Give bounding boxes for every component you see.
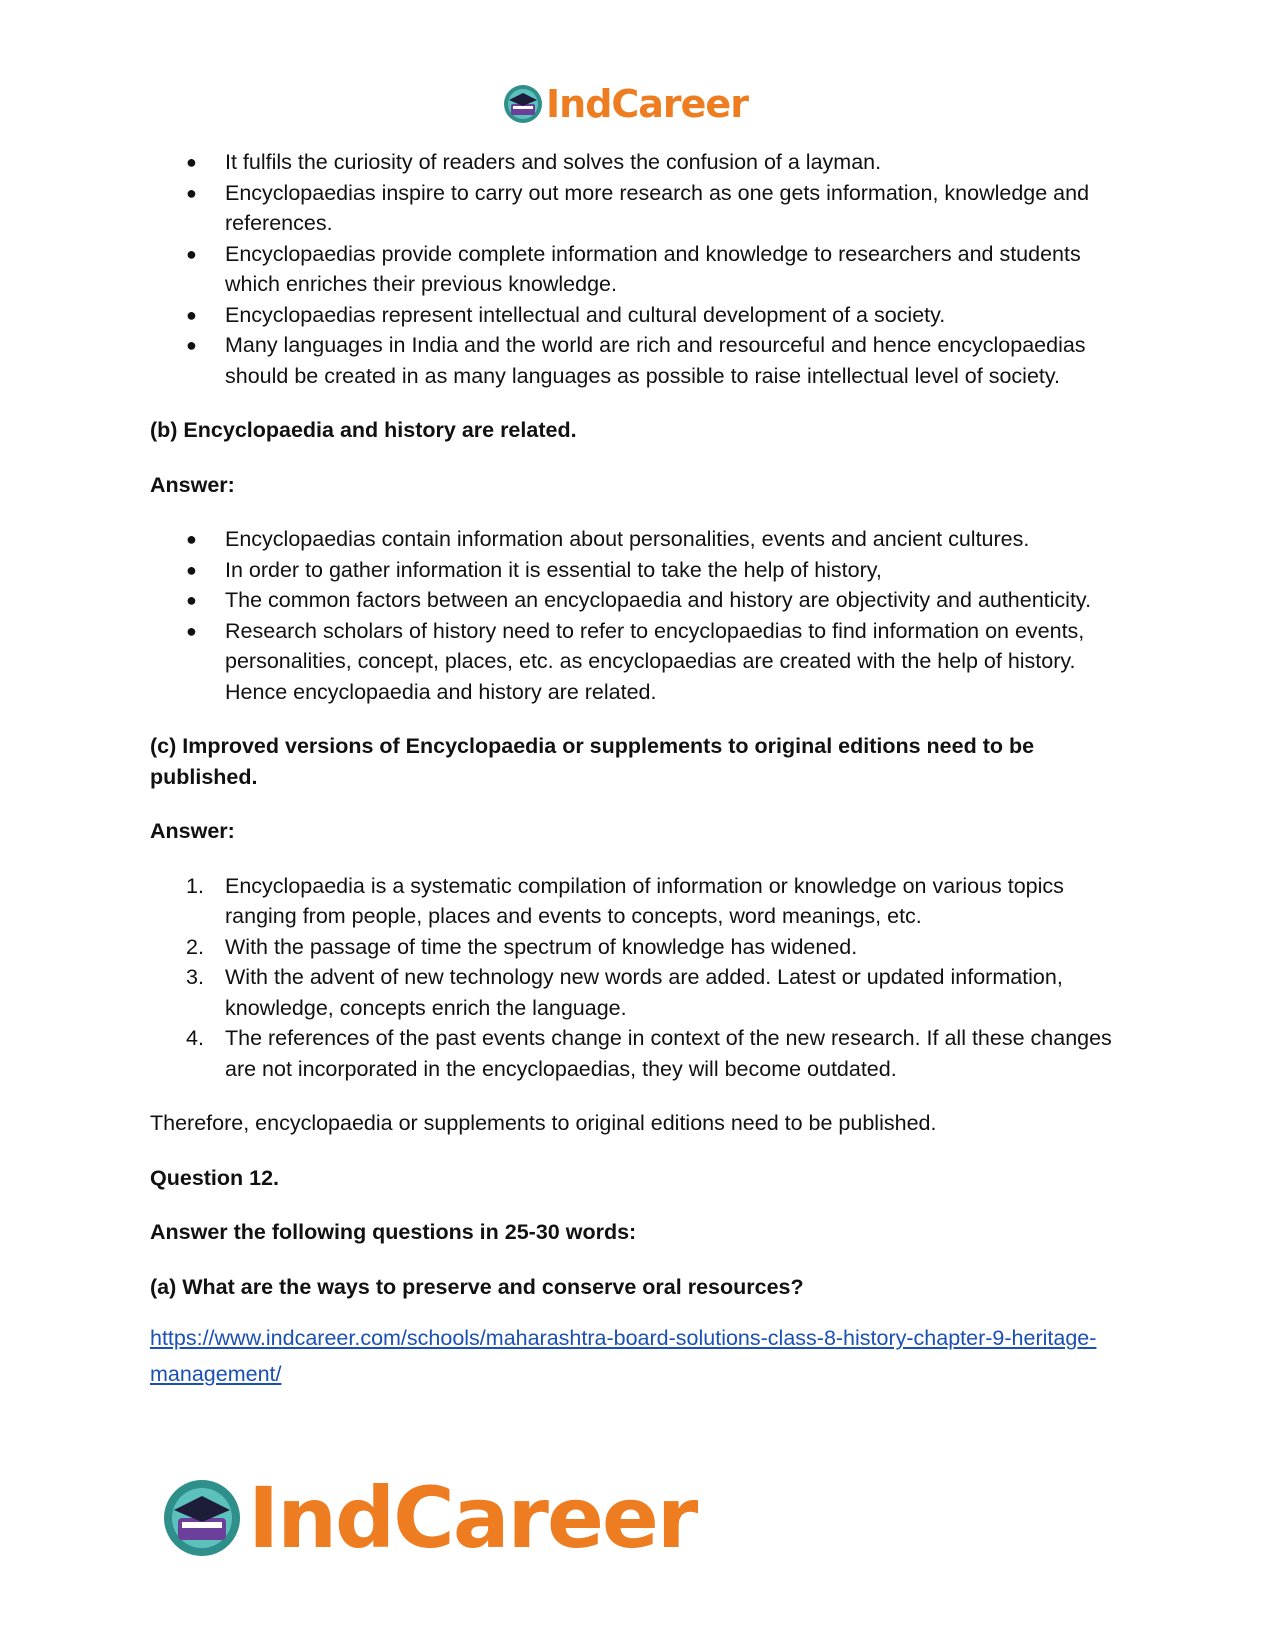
item-number: 4. [186,1026,204,1050]
list-item [150,330,1135,391]
list-item-text: It fulfils the curiosity of readers and solves the confusion of a layman. [225,150,882,174]
bullet-icon: ● [186,152,197,172]
bullet-icon: ● [186,559,197,580]
list-item [150,524,1135,555]
list-item-text: The common factors between an encyclopaedia and history are objectivity and authenticity. [225,588,1092,612]
bullet-icon: ● [186,243,197,264]
document-body [150,147,1135,1392]
list-item [150,585,1135,616]
bullet-list-a [150,147,1135,391]
list-item-text: The references of the past events change in context of the new research. If all these changes are not incorporated in the encyclopaedias, they will become outdated. [225,1026,1112,1081]
list-item-text: Encyclopaedias represent intellectual and cultural development of a society. [225,302,946,327]
question-12a-heading: (a) What are the ways to preserve and conserve oral resources? [150,1274,804,1299]
header-logo [502,82,748,126]
question-12-title: Question 12. [150,1165,280,1190]
bullet-icon: ● [186,182,197,203]
item-number: 3. [186,965,204,989]
list-item [150,239,1135,300]
conclusion-c: Therefore, encyclopaedia or supplements to original editions need to be published. [150,1111,937,1135]
list-item [150,178,1135,239]
bullet-list-b [150,524,1135,707]
list-item [150,147,1135,178]
answer-label-b: Answer: [150,472,235,497]
bullet-icon: ● [186,620,197,641]
numbered-item [150,932,1135,963]
numbered-item [150,871,1135,932]
list-item-text: With the advent of new technology new words are added. Latest or updated information, knowledge, concepts enrich the language. [225,965,1063,1020]
footer-logo [160,1469,697,1567]
list-item [150,616,1135,708]
list-item [150,555,1135,586]
item-number: 2. [186,934,204,959]
bullet-icon: ● [186,529,197,549]
bullet-icon: ● [186,304,197,325]
list-item-text: Many languages in India and the world are rich and resourceful and hence encyclopaedias should be created in as many languages as possible to raise intellectual level of society. [225,333,1086,388]
numbered-list-c [150,871,1135,1085]
graduation-cap-book-icon [160,1476,244,1560]
heading-c: (c) Improved versions of Encyclopaedia or supplements to original editions need to be published. [150,734,1035,789]
brand-name: IndCareer [248,1469,697,1567]
graduation-cap-book-icon [502,83,544,125]
list-item-text: Encyclopaedias contain information about personalities, events and ancient cultures. [225,527,1030,551]
bullet-icon: ● [186,590,197,610]
bullet-icon: ● [186,335,197,355]
list-item [150,300,1135,331]
heading-b: (b) Encyclopaedia and history are related. [150,418,577,442]
source-link[interactable]: https://www.indcareer.com/schools/maharashtra-board-solutions-class-8-history-chapter-9-heritage-management/ [150,1326,1097,1386]
list-item-text: Encyclopaedia is a systematic compilation of information or knowledge on various topics ranging from people, places and events to concepts, word meanings, etc. [225,873,1064,928]
brand-name: IndCareer [546,82,748,126]
list-item-text: Encyclopaedias inspire to carry out more research as one gets information, knowledge and references. [225,180,1090,235]
question-12-instruction: Answer the following questions in 25-30 words: [150,1220,637,1244]
list-item-text: With the passage of time the spectrum of knowledge has widened. [225,934,858,959]
numbered-item [150,962,1135,1023]
list-item-text: In order to gather information it is essential to take the help of history, [225,557,882,582]
numbered-item [150,1023,1135,1084]
list-item-text: Research scholars of history need to refer to encyclopaedias to find information on events, personalities, concept, places, etc. as encyclopaedias are created with the help of history. Hence encyclopaedia and history are related. [225,618,1085,704]
list-item-text: Encyclopaedias provide complete information and knowledge to researchers and students which enriches their previous knowledge. [225,241,1081,296]
item-number: 1. [186,873,204,898]
answer-label-c: Answer: [150,819,235,843]
